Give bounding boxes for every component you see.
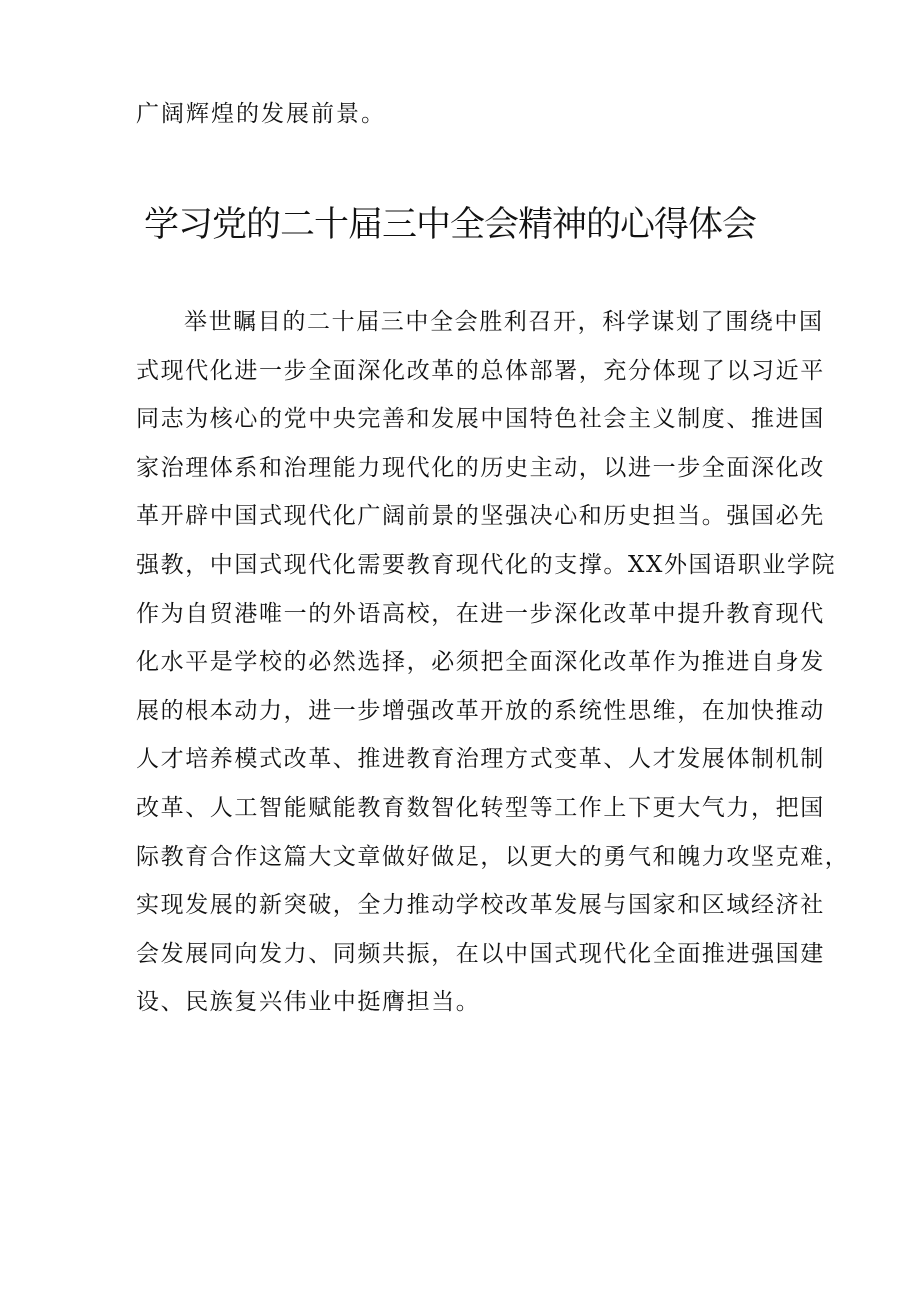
paragraph-line: 举世瞩目的二十届三中全会胜利召开，科学谋划了围绕中国 <box>184 309 824 335</box>
paragraph-line: 作为自贸港唯一的外语高校，在进一步深化改革中提升教育现代 <box>136 600 825 627</box>
paragraph-line: 人才培养模式改革、推进教育治理方式变革、人才发展体制机制 <box>136 746 825 773</box>
paragraph-line: 改革、人工智能赋能教育数智化转型等工作上下更大气力，把国 <box>136 794 825 821</box>
document-title: 学习党的二十届三中全会精神的心得体会 <box>144 205 757 245</box>
continued-text-line: 广阔辉煌的发展前景。 <box>136 101 386 127</box>
paragraph-line: 同志为核心的党中央完善和发展中国特色社会主义制度、推进国 <box>136 406 825 433</box>
paragraph-line: 化水平是学校的必然选择，必须把全面深化改革作为推进自身发 <box>136 649 825 676</box>
paragraph-line: 展的根本动力，进一步增强改革开放的系统性思维，在加快推动 <box>136 697 825 724</box>
paragraph-line: 会发展同向发力、同频共振，在以中国式现代化全面推进强国建 <box>136 940 825 967</box>
paragraph-line: 设、民族复兴伟业中挺膺担当。 <box>136 989 481 1016</box>
paragraph-line: 实现发展的新突破，全力推动学校改革发展与国家和区域经济社 <box>136 892 825 919</box>
body-paragraph <box>136 298 850 1027</box>
paragraph-line: 强教，中国式现代化需要教育现代化的支撑。XX外国语职业学院 <box>136 551 837 578</box>
paragraph-line: 际教育合作这篇大文章做好做足，以更大的勇气和魄力攻坚克难， <box>136 843 850 870</box>
paragraph-line: 家治理体系和治理能力现代化的历史主动，以进一步全面深化改 <box>136 454 825 481</box>
paragraph-line: 式现代化进一步全面深化改革的总体部署，充分体现了以习近平 <box>136 357 825 384</box>
paragraph-line: 革开辟中国式现代化广阔前景的坚强决心和历史担当。强国必先 <box>136 503 825 530</box>
